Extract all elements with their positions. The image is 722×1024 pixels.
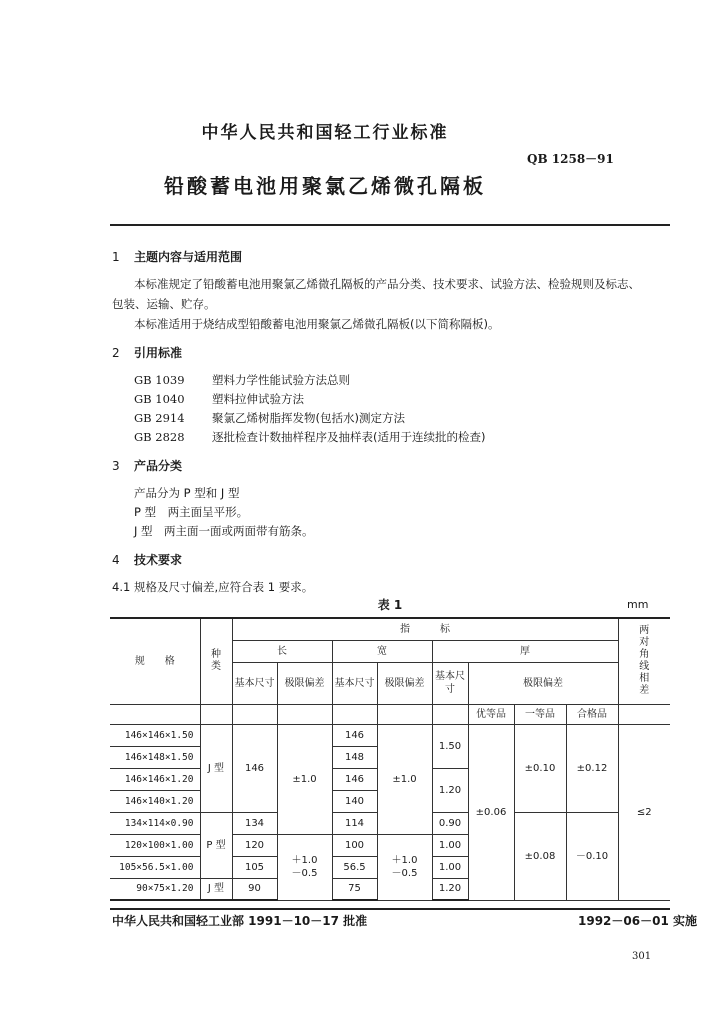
table-row-spec: 120×100×1.00 — [110, 834, 200, 856]
length-tol-cell: ±1.0 — [277, 724, 332, 834]
section-1-paragraph-1-cont: 包装、运输、贮存。 — [112, 297, 216, 311]
type-cell: P 型 — [200, 812, 232, 878]
diagonal-cell: ≤2 — [618, 724, 670, 900]
table-unit: mm — [627, 598, 649, 611]
table-title: 表 1 — [377, 598, 403, 612]
section-2-heading: 2 引用标准 — [112, 346, 183, 360]
length-tol-cell: ＋1.0 －0.5 — [277, 834, 332, 900]
grade-premium-cell: ±0.06 — [468, 724, 514, 900]
length-base-cell: 105 — [232, 856, 277, 878]
section-3-line-1: 产品分为 P 型和 J 型 — [134, 486, 240, 500]
header-type: 种类 — [200, 618, 232, 704]
table-row-spec: 146×140×1.20 — [110, 790, 200, 812]
thickness-base-cell: 1.20 — [432, 768, 468, 812]
grade-first-cell: ±0.10 — [514, 724, 566, 812]
header-grade-first: 一等品 — [514, 704, 566, 724]
thickness-base-cell: 1.00 — [432, 834, 468, 856]
section-1-paragraph-2: 本标准适用于烧结成型铅酸蓄电池用聚氯乙烯微孔隔板(以下简称隔板)。 — [134, 317, 500, 331]
footer-rule — [110, 908, 670, 910]
table-row-spec: 134×114×0.90 — [110, 812, 200, 834]
spec-table — [110, 617, 670, 901]
header-length: 长 — [232, 640, 332, 662]
thickness-base-cell: 1.00 — [432, 856, 468, 878]
table-row-spec: 146×146×1.20 — [110, 768, 200, 790]
width-base-cell: 148 — [332, 746, 377, 768]
header-thickness-tol: 极限偏差 — [468, 662, 618, 704]
width-base-cell: 75 — [332, 878, 377, 900]
reference-item: GB 1039 塑料力学性能试验方法总则 — [134, 373, 350, 387]
table-row-spec: 105×56.5×1.00 — [110, 856, 200, 878]
thickness-base-cell: 1.50 — [432, 724, 468, 768]
width-base-cell: 146 — [332, 768, 377, 790]
header-thickness-base: 基本尺寸 — [432, 662, 468, 704]
table-row-spec: 146×148×1.50 — [110, 746, 200, 768]
header-spec: 规 格 — [110, 618, 200, 704]
section-3-heading: 3 产品分类 — [112, 459, 183, 473]
table-row-spec: 146×146×1.50 — [110, 724, 200, 746]
width-tol-cell: ±1.0 — [377, 724, 432, 834]
length-base-cell: 90 — [232, 878, 277, 900]
width-base-cell: 140 — [332, 790, 377, 812]
grade-qualified-cell: －0.10 — [566, 812, 618, 900]
reference-item: GB 1040 塑料拉伸试验方法 — [134, 392, 304, 406]
length-base-cell: 134 — [232, 812, 277, 834]
width-base-cell: 100 — [332, 834, 377, 856]
thickness-base-cell: 1.20 — [432, 878, 468, 900]
reference-item: GB 2828 逐批检查计数抽样程序及抽样表(适用于连续批的检查) — [134, 430, 486, 444]
width-base-cell: 114 — [332, 812, 377, 834]
header-grade-qualified: 合格品 — [566, 704, 618, 724]
header-length-base: 基本尺寸 — [232, 662, 277, 704]
width-base-cell: 56.5 — [332, 856, 377, 878]
width-tol-cell: ＋1.0 －0.5 — [377, 834, 432, 900]
implementation-date: 1992－06－01 实施 — [578, 914, 697, 928]
header-width-tol: 极限偏差 — [377, 662, 432, 704]
header-index: 指 标 — [232, 618, 618, 640]
header-grade-premium: 优等品 — [468, 704, 514, 724]
length-base-cell: 120 — [232, 834, 277, 856]
approval-line: 中华人民共和国轻工业部 1991－10－17 批准 — [112, 914, 368, 928]
width-base-cell: 146 — [332, 724, 377, 746]
header-thickness: 厚 — [432, 640, 618, 662]
issuing-body: 中华人民共和国轻工行业标准 — [201, 123, 449, 143]
section-1-paragraph-1: 本标准规定了铅酸蓄电池用聚氯乙烯微孔隔板的产品分类、技术要求、试验方法、检验规则及标志、 — [134, 277, 640, 291]
type-cell: J 型 — [200, 724, 232, 812]
length-base-cell: 146 — [232, 724, 277, 812]
table-row-spec: 90×75×1.20 — [110, 878, 200, 900]
standard-code: QB 1258－91 — [527, 152, 614, 166]
section-3-line-2: P 型 两主面呈平形。 — [134, 505, 249, 519]
section-4-1-text: 4.1 规格及尺寸偏差,应符合表 1 要求。 — [112, 580, 314, 594]
type-cell: J 型 — [200, 878, 232, 900]
section-1-heading: 1 主题内容与适用范围 — [112, 250, 243, 264]
section-3-line-3: J 型 两主面一面或两面带有筋条。 — [134, 524, 314, 538]
reference-item: GB 2914 聚氯乙烯树脂挥发物(包括水)测定方法 — [134, 411, 405, 425]
header-width: 宽 — [332, 640, 432, 662]
grade-qualified-cell: ±0.12 — [566, 724, 618, 812]
header-width-base: 基本尺寸 — [332, 662, 377, 704]
page-number: 301 — [632, 951, 652, 962]
header-rule — [110, 224, 670, 226]
header-length-tol: 极限偏差 — [277, 662, 332, 704]
grade-first-cell: ±0.08 — [514, 812, 566, 900]
header-diagonal: 两对角线相差 — [618, 618, 670, 704]
thickness-base-cell: 0.90 — [432, 812, 468, 834]
section-4-heading: 4 技术要求 — [112, 553, 183, 567]
document-title: 铅酸蓄电池用聚氯乙烯微孔隔板 — [164, 174, 486, 198]
